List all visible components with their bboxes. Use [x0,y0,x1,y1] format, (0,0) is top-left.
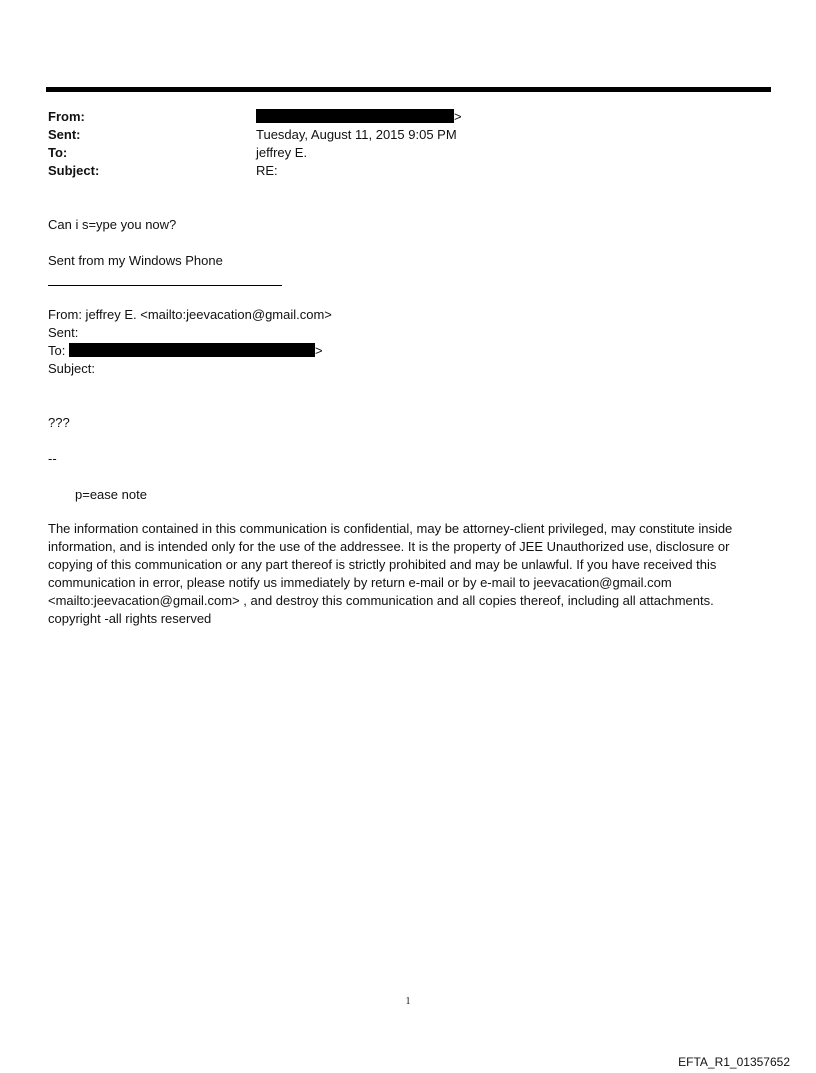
bates-number: EFTA_R1_01357652 [678,1055,790,1069]
quote-separator [48,285,282,286]
quoted-from-line: From: jeffrey E. <mailto:jeevacation@gmail.com> [48,307,332,322]
from-value [256,108,462,126]
to-label: To: [48,145,68,160]
subject-row [48,162,748,180]
quoted-to-line [48,342,323,360]
subject-value: RE: [256,163,278,178]
quoted-to-suffix: > [314,343,323,358]
sent-label: Sent: [48,127,81,142]
subject-label: Subject: [48,163,100,178]
to-row [48,144,748,162]
redaction-bar [69,343,315,357]
header-rule [46,87,771,92]
to-value: jeffrey E. [256,145,308,160]
quoted-sent-line: Sent: [48,325,79,340]
signature-dashes: -- [48,451,57,466]
signature-text: Sent from my Windows Phone [48,253,223,268]
redaction-bar [256,109,454,123]
sent-row [48,126,748,144]
quoted-to-prefix: To: [48,343,69,358]
note-text: p=ease note [75,487,147,502]
from-row [48,108,748,126]
sent-value: Tuesday, August 11, 2015 9:05 PM [256,127,457,142]
from-label: From: [48,109,85,124]
disclaimer-paragraph: The information contained in this communication is confidential, may be attorney-client privileged, may constitute inside information, and is intended only for the use of the addressee. It is the property of JEE Unauthorized use, disclosure or copying of this communication or any part thereof is strictly prohibited and may be unlawful. If you have received this communication in error, please notify us immediately by return e-mail or by e-mail to jeevacation@gmail.com <mailto:jeevacation@gmail.com> , and destroy this communication and all copies thereof, including all attachments. copyright -all rights reserved [48,521,733,626]
from-suffix: > [454,109,462,124]
quoted-message: ??? [48,415,70,430]
quoted-subject-line: Subject: [48,361,95,376]
message-text: Can i s=ype you now? [48,217,177,232]
page-number: 1 [405,996,411,1007]
